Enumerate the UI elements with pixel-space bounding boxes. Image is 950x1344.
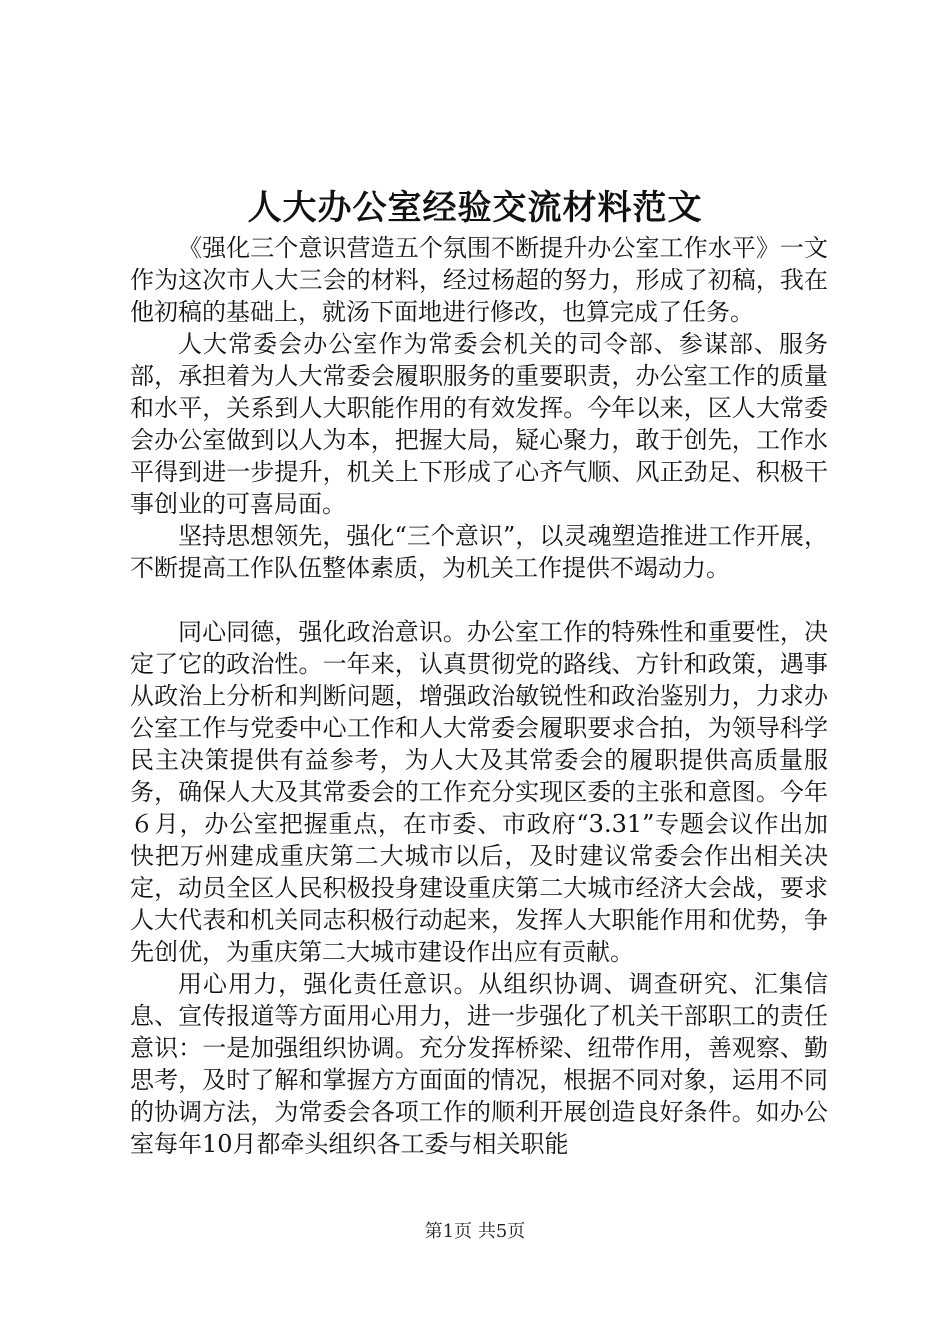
- page-number-footer: 第1页 共5页: [424, 1221, 526, 1242]
- paragraph-responsibility-awareness: 用心用力，强化责任意识。从组织协调、调查研究、汇集信息、宣传报道等方面用心用力，进一步强化了机关干部职工的责任意识：一是加强组织协调。充分发挥桥梁、纽带作用，善观察、勤思考，及时了解和掌握方方面面的情况，根据不同对象，运用不同的协调方法，为常委会各项工作的顺利开展创造良好条件。如办公室每年10月都牵头组织各工委与相关职能: [130, 970, 828, 1158]
- document-body: [130, 232, 828, 1160]
- paragraph-political-awareness: 同心同德，强化政治意识。办公室工作的特殊性和重要性，决定了它的政治性。一年来，认真贯彻党的路线、方针和政策，遇事从政治上分析和判断问题，增强政治敏锐性和政治鉴别力，力求办公室工作与党委中心工作和人大常委会履职要求合拍，为领导科学民主决策提供有益参考，为人大及其常委会的履职提供高质量服务，确保人大及其常委会的工作充分实现区委的主张和意图。今年６月，办公室把握重点，在市委、市政府“3.31”专题会议作出加快把万州建成重庆第二大城市以后，及时建议常委会作出相关决定，动员全区人民积极投身建设重庆第二大城市经济大会战，要求人大代表和机关同志积极行动起来，发挥人大职能作用和优势，争先创优，为重庆第二大城市建设作出应有贡献。: [130, 618, 828, 966]
- document-title: 人大办公室经验交流材料范文: [247, 188, 703, 228]
- paragraph-intro: 《强化三个意识营造五个氛围不断提升办公室工作水平》一文作为这次市人大三会的材料，经过杨超的努力，形成了初稿，我在他初稿的基础上，就汤下面地进行修改，也算完成了任务。: [130, 234, 828, 326]
- paragraph-office-role: 人大常委会办公室作为常委会机关的司令部、参谋部、服务部，承担着为人大常委会履职服务的重要职责，办公室工作的质量和水平，关系到人大职能作用的有效发挥。今年以来，区人大常委会办公室做到以人为本，把握大局，疑心聚力，敢于创先，工作水平得到进一步提升，机关上下形成了心齐气顺、风正劲足、积极干事创业的可喜局面。: [130, 330, 828, 518]
- paragraph-three-awareness: 坚持思想领先，强化“三个意识”，以灵魂塑造推进工作开展，不断提高工作队伍整体素质，为机关工作提供不竭动力。: [130, 522, 828, 582]
